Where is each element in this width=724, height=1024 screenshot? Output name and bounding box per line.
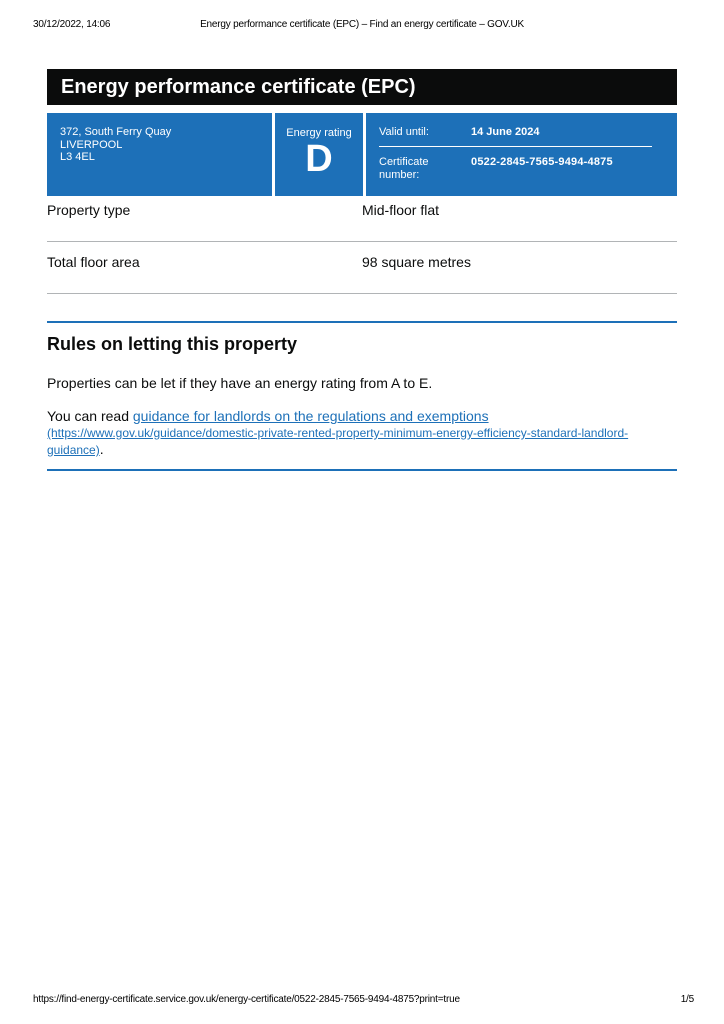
property-type-row (47, 190, 677, 242)
valid-until-row (379, 126, 677, 146)
address-line-3: L3 4EL (60, 151, 95, 163)
energy-rating-label: Energy rating (286, 127, 352, 139)
property-type-value: Mid-floor flat (362, 202, 440, 218)
page-title: Energy performance certificate (EPC) (61, 76, 416, 98)
floor-area-row (47, 242, 677, 294)
guidance-paragraph (47, 408, 679, 458)
guidance-prefix: You can read (47, 408, 133, 424)
valid-until-label: Valid until: (379, 126, 429, 138)
page-title-banner (47, 69, 677, 105)
print-url: https://find-energy-certificate.service.gov.uk/energy-certificate/0522-2845-7565-9494-4875?print=true (33, 994, 460, 1005)
rules-heading: Rules on letting this property (47, 334, 298, 354)
floor-area-value: 98 square metres (362, 254, 471, 270)
address-line-2: LIVERPOOL (60, 138, 123, 151)
address-line-1: 372, South Ferry Quay (60, 126, 172, 138)
property-address (47, 113, 272, 196)
floor-area-label: Total floor area (47, 254, 140, 270)
section-top-rule (47, 321, 677, 323)
property-type-label: Property type (47, 202, 131, 218)
guidance-link[interactable] (47, 408, 628, 457)
print-date: 30/12/2022, 14:06 (33, 19, 111, 30)
valid-until-value: 14 June 2024 (471, 126, 540, 138)
guidance-suffix: . (99, 441, 104, 457)
guidance-link-url: (https://www.gov.uk/guidance/domestic-private-rented-property-minimum-energy-efficiency-standard-landlord-guidance) (47, 426, 629, 457)
rating-rule-text: Properties can be let if they have an energy rating from A to E. (47, 375, 433, 391)
certificate-details (366, 113, 677, 196)
energy-rating-panel (275, 113, 363, 196)
section-bottom-rule (47, 469, 677, 471)
details-divider (379, 146, 652, 147)
print-page-title: Energy performance certificate (EPC) – Find an energy certificate – GOV.UK (200, 19, 524, 30)
page-number: 1/5 (680, 994, 694, 1005)
energy-rating-letter: D (305, 138, 333, 180)
certificate-summary-box (47, 113, 677, 196)
guidance-link-text: guidance for landlords on the regulations and exemptions (132, 408, 489, 424)
certificate-number-value: 0522-2845-7565-9494-4875 (471, 156, 613, 168)
certificate-number-label: Certificate number: (379, 156, 429, 181)
